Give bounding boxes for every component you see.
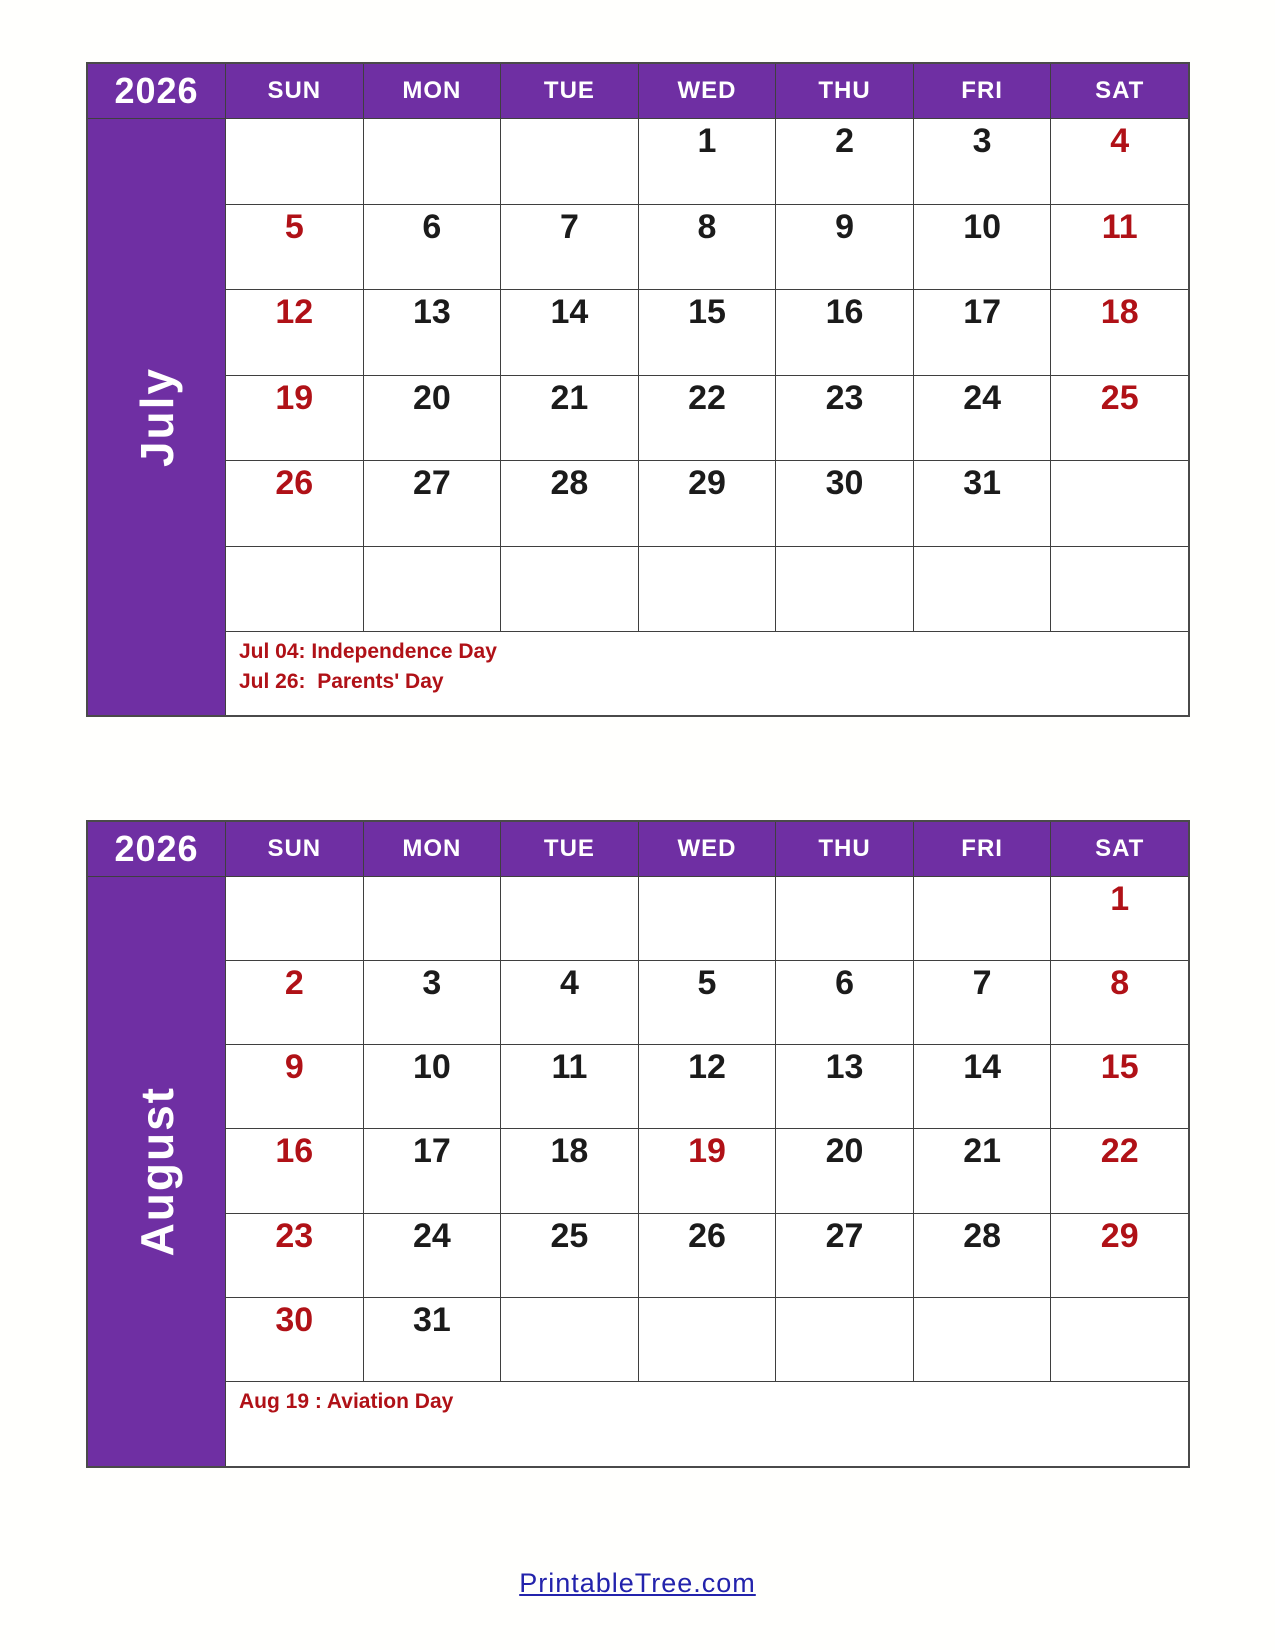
day-cell [226,461,363,546]
day-number: 5 [284,207,304,246]
day-number: 25 [1100,378,1139,417]
day-cell [501,877,638,960]
holiday-note: Jul 26: Parents' Day [239,670,444,694]
day-cell [639,1298,776,1381]
day-cell [364,205,501,290]
day-cell [914,205,1051,290]
day-number: 23 [275,1216,314,1255]
day-number: 31 [963,464,1002,502]
day-number: 8 [697,207,717,246]
day-number: 4 [559,964,579,1003]
day-number: 3 [972,122,992,160]
day-header-sat: SAT [1051,64,1188,118]
day-cell [226,119,363,204]
day-number: 16 [275,1132,314,1171]
day-number: 11 [551,1048,588,1087]
day-cell [1051,547,1188,632]
day-cell [776,547,913,632]
day-header-tue: TUE [501,822,638,876]
day-cell [501,547,638,632]
july-year-cell: 2026 [88,64,225,118]
day-cell [776,461,913,546]
day-number: 24 [412,1216,451,1255]
day-cell [914,1045,1051,1128]
day-number: 7 [972,964,992,1003]
day-number: 12 [275,293,314,331]
day-number: 18 [1100,293,1139,331]
day-cell [501,205,638,290]
day-cell [639,119,776,204]
day-number: 6 [422,207,442,246]
day-number: 7 [559,207,579,246]
day-cell [639,376,776,461]
day-number: 11 [1101,207,1138,246]
day-cell [1051,376,1188,461]
day-cell [226,205,363,290]
day-number: 29 [688,464,726,502]
day-number: 24 [963,378,1002,417]
day-number: 25 [550,1216,589,1255]
day-cell [226,290,363,375]
day-header-wed: WED [639,64,776,118]
day-cell [776,877,913,960]
holiday-note: Aug 19 : Aviation Day [239,1389,454,1413]
august-month-name-label: August [130,1086,183,1257]
day-number: 20 [412,378,451,417]
day-cell [501,1129,638,1212]
day-cell [1051,1298,1188,1381]
day-cell [639,961,776,1044]
day-cell [364,1045,501,1128]
day-cell [776,376,913,461]
printabletree-link[interactable]: PrintableTree.com [519,1568,756,1598]
day-cell [364,961,501,1044]
day-cell [776,1129,913,1212]
day-cell [639,877,776,960]
day-cell [639,1129,776,1212]
day-cell [501,1214,638,1297]
day-cell [226,1129,363,1212]
day-number: 26 [688,1216,726,1255]
day-cell [914,1129,1051,1212]
day-cell [501,290,638,375]
august-year-cell: 2026 [88,822,225,876]
day-cell [226,1045,363,1128]
day-number: 2 [835,122,855,160]
holiday-note: Jul 04: Independence Day [239,640,497,663]
day-header-fri: FRI [914,64,1051,118]
day-cell [1051,119,1188,204]
day-number: 22 [688,378,726,417]
day-cell [1051,205,1188,290]
day-number: 17 [412,1132,451,1171]
day-number: 18 [550,1132,589,1171]
day-cell [639,1214,776,1297]
day-cell [776,290,913,375]
day-cell [1051,961,1188,1044]
day-number: 1 [1110,880,1130,918]
day-cell [914,877,1051,960]
day-cell [364,119,501,204]
day-header-thu: THU [776,822,913,876]
july-holiday-notes [226,632,1188,715]
day-cell [501,1298,638,1381]
day-cell [1051,877,1188,960]
day-cell [364,1129,501,1212]
day-cell [1051,290,1188,375]
day-header-sat: SAT [1051,822,1188,876]
day-number: 13 [412,293,451,331]
day-cell [364,461,501,546]
day-header-sun: SUN [226,64,363,118]
day-cell [364,376,501,461]
july-month-name-label: July [130,366,183,468]
day-cell [226,961,363,1044]
august-holiday-notes [226,1382,1188,1466]
day-number: 29 [1100,1216,1139,1255]
day-cell [639,461,776,546]
day-cell [776,961,913,1044]
day-cell [364,877,501,960]
day-header-tue: TUE [501,64,638,118]
day-cell [914,1214,1051,1297]
day-number: 3 [422,964,442,1003]
day-header-mon: MON [364,822,501,876]
day-number: 5 [697,964,717,1003]
day-cell [226,547,363,632]
day-cell [364,1214,501,1297]
day-number: 16 [825,293,864,331]
day-cell [501,376,638,461]
day-cell [639,547,776,632]
day-number: 27 [825,1216,864,1255]
day-cell [226,877,363,960]
august-calendar-table [86,820,1190,1468]
day-number: 20 [825,1132,864,1171]
day-number: 15 [1100,1048,1139,1087]
day-number: 23 [825,378,864,417]
day-number: 9 [835,207,855,246]
day-cell [501,461,638,546]
day-header-sun: SUN [226,822,363,876]
day-cell [364,547,501,632]
day-number: 21 [963,1132,1002,1171]
day-number: 10 [963,207,1002,246]
day-number: 10 [412,1048,451,1087]
day-number: 14 [963,1048,1002,1087]
day-cell [776,1045,913,1128]
day-number: 9 [284,1048,304,1087]
day-number: 28 [550,464,589,502]
day-cell [1051,1045,1188,1128]
day-cell [776,1214,913,1297]
day-header-fri: FRI [914,822,1051,876]
day-number: 12 [688,1048,726,1087]
day-cell [914,376,1051,461]
day-cell [226,376,363,461]
day-cell [914,1298,1051,1381]
day-number: 30 [275,1300,314,1339]
day-number: 17 [963,293,1002,331]
day-cell [364,290,501,375]
day-cell [1051,461,1188,546]
day-cell [776,1298,913,1381]
day-cell [914,461,1051,546]
day-header-mon: MON [364,64,501,118]
day-number: 26 [275,464,314,502]
day-number: 28 [963,1216,1002,1255]
day-cell [501,961,638,1044]
august-month-sidebar [88,877,225,1466]
day-header-wed: WED [639,822,776,876]
day-number: 2 [284,964,304,1003]
day-cell [776,205,913,290]
day-cell [914,290,1051,375]
day-cell [501,119,638,204]
day-cell [364,1298,501,1381]
day-number: 8 [1110,964,1130,1003]
day-number: 6 [835,964,855,1003]
day-number: 31 [412,1300,451,1339]
day-cell [1051,1214,1188,1297]
page-footer [0,1568,1275,1599]
day-number: 19 [275,378,314,417]
day-cell [1051,1129,1188,1212]
day-number: 22 [1100,1132,1139,1171]
day-number: 1 [697,122,717,160]
day-number: 4 [1110,122,1130,160]
day-number: 14 [550,293,589,331]
day-cell [501,1045,638,1128]
july-calendar-table [86,62,1190,717]
day-cell [639,290,776,375]
day-cell [639,205,776,290]
day-cell [914,119,1051,204]
day-number: 27 [412,464,451,502]
day-cell [776,119,913,204]
day-header-thu: THU [776,64,913,118]
day-cell [226,1298,363,1381]
day-cell [639,1045,776,1128]
july-month-sidebar [88,119,225,715]
day-number: 19 [688,1132,726,1171]
day-cell [914,547,1051,632]
day-number: 13 [825,1048,864,1087]
day-number: 21 [550,378,589,417]
day-cell [226,1214,363,1297]
day-number: 30 [825,464,864,502]
day-number: 15 [688,293,726,331]
day-cell [914,961,1051,1044]
